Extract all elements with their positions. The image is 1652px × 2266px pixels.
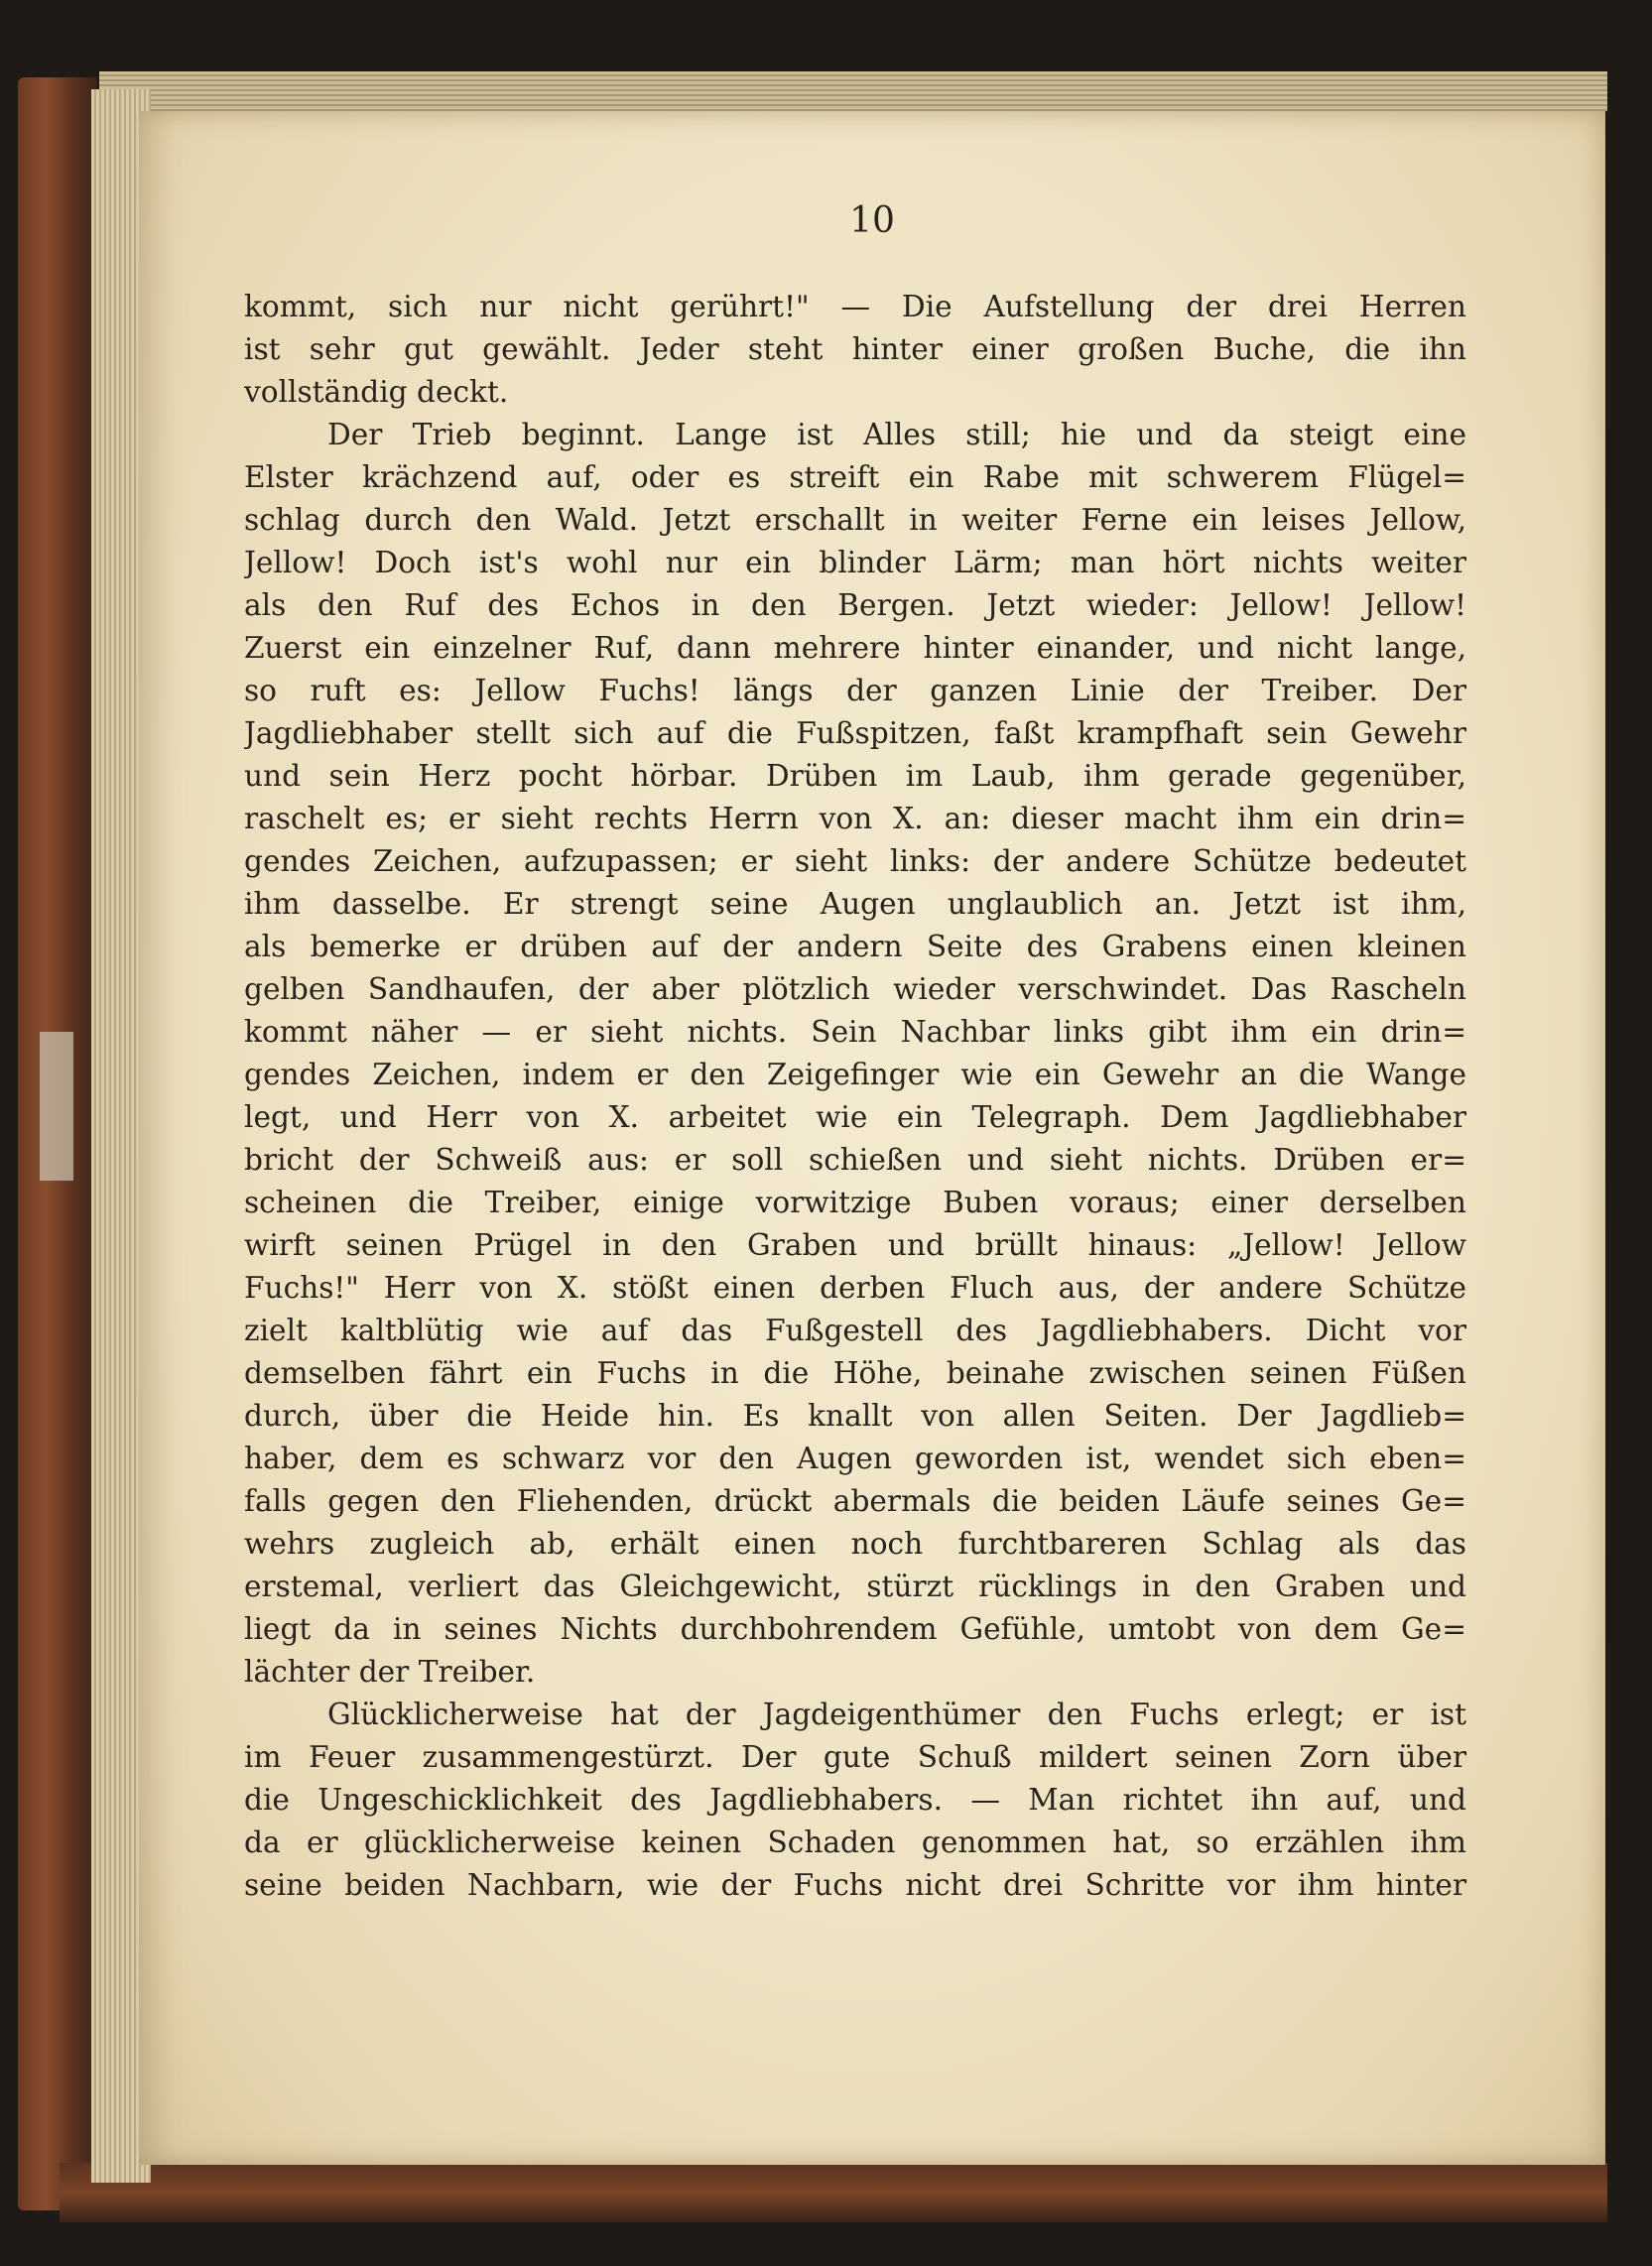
text-line: bricht der Schweiß aus: er soll schießen und sieht nichts. Drüben er= [244,1143,1466,1177]
text-line: falls gegen den Fliehenden, drückt abermals die beiden Läufe seines Ge= [244,1484,1466,1518]
text-line: kommt näher — er sieht nichts. Sein Nachbar links gibt ihm ein drin= [244,1015,1466,1049]
text-line: kommt, sich nur nicht gerührt!" — Die Aufstellung der drei Herren [244,290,1466,323]
page-number: 10 [849,200,895,241]
text-line: als den Ruf des Echos in den Bergen. Jetzt wieder: Jellow! Jellow! [244,588,1466,622]
text-line: ist sehr gut gewählt. Jeder steht hinter einer großen Buche, die ihn [244,332,1466,366]
text-line: da er glücklicherweise keinen Schaden genommen hat, so erzählen ihm [244,1825,1466,1859]
text-line: gendes Zeichen, indem er den Zeigefinger wie ein Gewehr an die Wange [244,1058,1466,1091]
text-line: zielt kaltblütig wie auf das Fußgestell des Jagdliebhabers. Dicht vor [244,1314,1466,1347]
text-line: wirft seinen Prügel in den Graben und brüllt hinaus: „Jellow! Jellow [244,1228,1466,1262]
text-line: die Ungeschicklichkeit des Jagdliebhabers. — Man richtet ihn auf, und [244,1783,1466,1817]
text-line: legt, und Herr von X. arbeitet wie ein Telegraph. Dem Jagdliebhaber [244,1100,1466,1134]
text-line: Jellow! Doch ist's wohl nur ein blinder Lärm; man hört nichts weiter [244,546,1466,579]
text-line: seine beiden Nachbarn, wie der Fuchs nicht drei Schritte vor ihm hinter [244,1868,1466,1902]
text-line: ihm dasselbe. Er strengt seine Augen unglaublich an. Jetzt ist ihm, [244,887,1466,921]
text-line: so ruft es: Jellow Fuchs! längs der ganzen Linie der Treiber. Der [244,674,1466,707]
text-line: und sein Herz pocht hörbar. Drüben im Laub, ihm gerade gegenüber, [244,759,1466,793]
paragraph-3 [244,1694,1466,1907]
text-line: liegt da in seines Nichts durchbohrendem Gefühle, umtobt von dem Ge= [244,1612,1466,1646]
text-line: Elster krächzend auf, oder es streift ein Rabe mit schwerem Flügel= [244,460,1466,494]
text-line: Zuerst ein einzelner Ruf, dann mehrere hinter einander, und nicht lange, [244,631,1466,665]
book-cover-bottom [60,2163,1607,2222]
text-line: demselben fährt ein Fuchs in die Höhe, beinahe zwischen seinen Füßen [244,1356,1466,1390]
page-body-text [244,286,1466,1907]
paragraph-2 [244,414,1466,1694]
text-line: im Feuer zusammengestürzt. Der gute Schuß mildert seinen Zorn über [244,1740,1466,1774]
text-line: gendes Zeichen, aufzupassen; er sieht links: der andere Schütze bedeutet [244,844,1466,878]
text-line: scheinen die Treiber, einige vorwitzige Buben voraus; einer derselben [244,1186,1466,1219]
text-line: gelben Sandhaufen, der aber plötzlich wieder verschwindet. Das Rascheln [244,972,1466,1006]
text-line: vollständig deckt. [244,375,509,409]
text-line: wehrs zugleich ab, erhält einen noch furchtbareren Schlag als das [244,1527,1466,1561]
text-line: Fuchs!" Herr von X. stößt einen derben Fluch aus, der andere Schütze [244,1271,1466,1305]
binding-tear [40,1032,73,1181]
text-line: haber, dem es schwarz vor den Augen geworden ist, wendet sich eben= [244,1442,1466,1475]
text-line: als bemerke er drüben auf der andern Seite des Grabens einen kleinen [244,930,1466,963]
text-line: durch, über die Heide hin. Es knallt von allen Seiten. Der Jagdlieb= [244,1399,1466,1433]
paragraph-1 [244,286,1466,414]
text-line: Der Trieb beginnt. Lange ist Alles still; hie und da steigt eine [327,418,1466,451]
text-line: Jagdliebhaber stellt sich auf die Fußspitzen, faßt krampfhaft sein Gewehr [244,716,1466,750]
text-line: lächter der Treiber. [244,1655,536,1689]
text-line: raschelt es; er sieht rechts Herrn von X. an: dieser macht ihm ein drin= [244,802,1466,835]
page-stack-top-edge [99,71,1607,111]
text-line: schlag durch den Wald. Jetzt erschallt in weiter Ferne ein leises Jellow, [244,503,1466,537]
text-line: erstemal, verliert das Gleichgewicht, stürzt rücklings in den Graben und [244,1570,1466,1603]
text-line: Glücklicherweise hat der Jagdeigenthümer den Fuchs erlegt; er ist [327,1698,1466,1731]
